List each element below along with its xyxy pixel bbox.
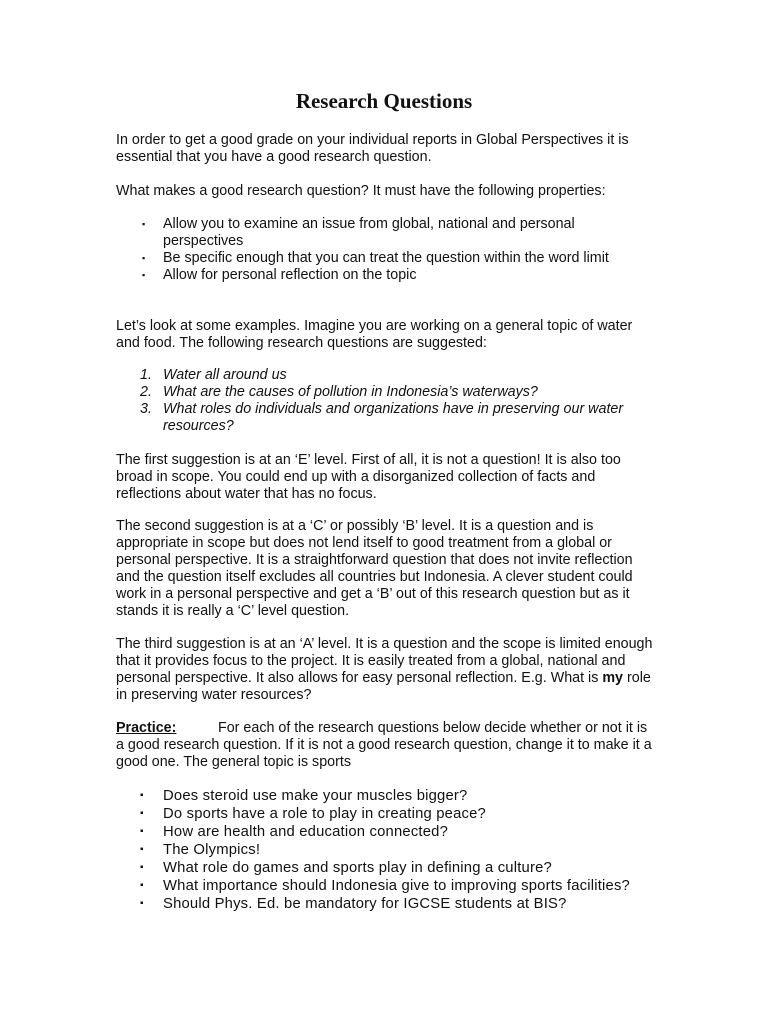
list-item: 1. Water all around us bbox=[140, 367, 287, 383]
examples-list bbox=[116, 367, 656, 435]
bullet-icon: ▪ bbox=[140, 880, 144, 891]
second-suggestion-paragraph: The second suggestion is at a ‘C’ or possibly ‘B’ level. It is a question and is appropriate in scope but does not lend itself to good treatment from a global or personal perspective. It is a straightforward question that does not invite reflection and the question itself excludes all countries but Indonesia. A clever student could work in a personal perspective and get a ‘B’ out of this research question but as it stands it is really a ‘C’ level question. bbox=[116, 518, 633, 619]
properties-list bbox=[116, 216, 656, 284]
third-suggestion-paragraph: The third suggestion is at an ‘A’ level. It is a question and the scope is limited enough that it provides focus to the project. It is easily treated from a global, national and personal perspective. It also allows for easy personal reflection. E.g. What is my role in preserving water resources? bbox=[116, 636, 653, 703]
list-item: ▪ What importance should Indonesia give to improving sports facilities? bbox=[140, 878, 630, 894]
list-item: ▪ Do sports have a role to play in creating peace? bbox=[140, 806, 486, 822]
practice-paragraph: Practice: For each of the research questions below decide whether or not it is a good research question. If it is not a good research question, change it to make it a good one. The general topic is sports bbox=[116, 720, 652, 770]
list-item: ▪ What role do games and sports play in defining a culture? bbox=[140, 860, 552, 876]
bullet-icon: ▪ bbox=[142, 270, 146, 280]
list-item: 3. What roles do individuals and organizations have in preserving our water resources? bbox=[140, 401, 624, 434]
examples-intro: Let’s look at some examples. Imagine you are working on a general topic of water and food. The following research questions are suggested: bbox=[116, 318, 633, 351]
list-item: ▪ Should Phys. Ed. be mandatory for IGCSE students at BIS? bbox=[140, 896, 567, 912]
first-suggestion-paragraph: The first suggestion is at an ‘E’ level. First of all, it is not a question! It is also too broad in scope. You could end up with a disorganized collection of facts and reflections about water that has no focus. bbox=[116, 452, 621, 502]
bullet-icon: ▪ bbox=[140, 862, 144, 873]
bullet-icon: ▪ bbox=[140, 790, 144, 801]
bullet-icon: ▪ bbox=[142, 219, 146, 229]
bullet-icon: ▪ bbox=[140, 898, 144, 909]
properties-intro: What makes a good research question? It must have the following properties: bbox=[116, 183, 606, 199]
list-item: ▪ Be specific enough that you can treat the question within the word limit bbox=[142, 250, 609, 266]
practice-label: Practice: bbox=[116, 720, 177, 736]
list-item: 2. What are the causes of pollution in Indonesia’s waterways? bbox=[140, 384, 538, 400]
practice-questions-list bbox=[116, 787, 656, 913]
list-item: ▪ How are health and education connected? bbox=[140, 824, 449, 840]
bullet-icon: ▪ bbox=[142, 253, 146, 263]
list-item: ▪ Does steroid use make your muscles bigger? bbox=[140, 788, 468, 804]
document-title: Research Questions bbox=[295, 89, 473, 113]
bullet-icon: ▪ bbox=[140, 844, 144, 855]
list-item: ▪ Allow you to examine an issue from global, national and personal perspectives bbox=[142, 216, 575, 249]
list-item: ▪ Allow for personal reflection on the topic bbox=[142, 267, 417, 283]
list-item: ▪ The Olympics! bbox=[140, 842, 261, 858]
bullet-icon: ▪ bbox=[140, 808, 144, 819]
intro-paragraph: In order to get a good grade on your individual reports in Global Perspectives it is essential that you have a good research question. bbox=[116, 132, 629, 165]
bullet-icon: ▪ bbox=[140, 826, 144, 837]
emphasis-word: my bbox=[602, 670, 624, 686]
